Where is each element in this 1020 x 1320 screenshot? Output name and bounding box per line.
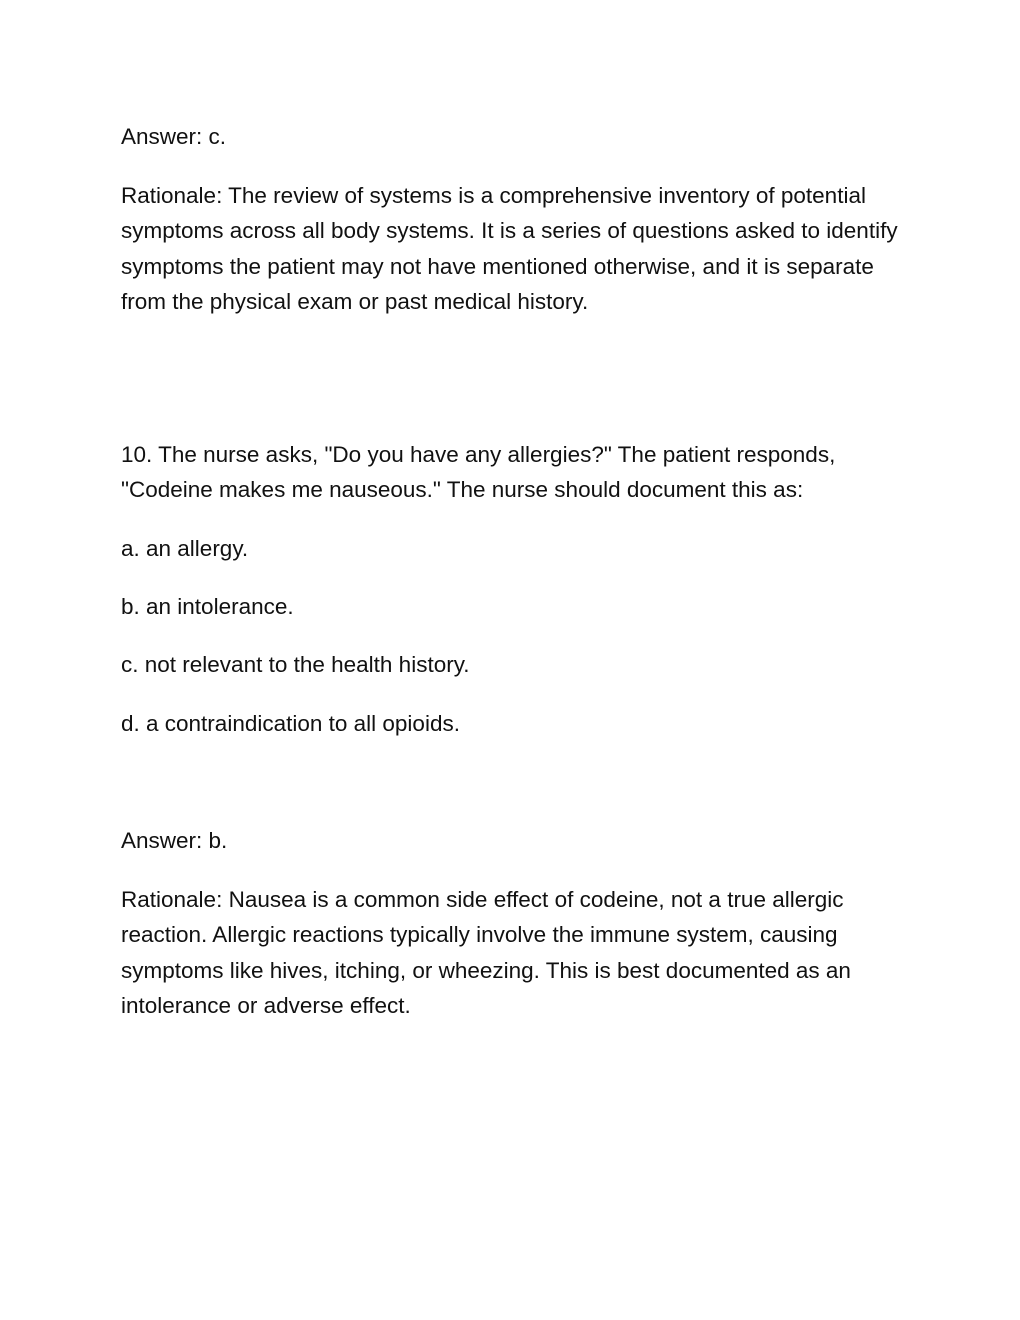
option-b: b. an intolerance. [121, 594, 294, 619]
question-answer: Answer: b. [121, 828, 228, 853]
option-d: d. a contraindication to all opioids. [121, 711, 460, 736]
question-stem: 10. The nurse asks, "Do you have any allergies?" The patient responds, "Codeine makes me nauseous." The nurse should document this as: [121, 442, 836, 503]
previous-rationale: Rationale: The review of systems is a comprehensive inventory of potential symptoms across all body systems. It is a series of questions asked to identify symptoms the patient may not have mentioned otherwise, and it is separate from the physical exam or past medical history. [121, 183, 898, 314]
previous-answer: Answer: c. [121, 124, 227, 149]
option-a: a. an allergy. [121, 536, 249, 561]
question-rationale: Rationale: Nausea is a common side effect of codeine, not a true allergic reaction. Allergic reactions typically involve the immune system, causing symptoms like hives, itching, or wheezing. This is best documented as an intolerance or adverse effect. [121, 887, 851, 1018]
option-c: c. not relevant to the health history. [121, 652, 470, 677]
